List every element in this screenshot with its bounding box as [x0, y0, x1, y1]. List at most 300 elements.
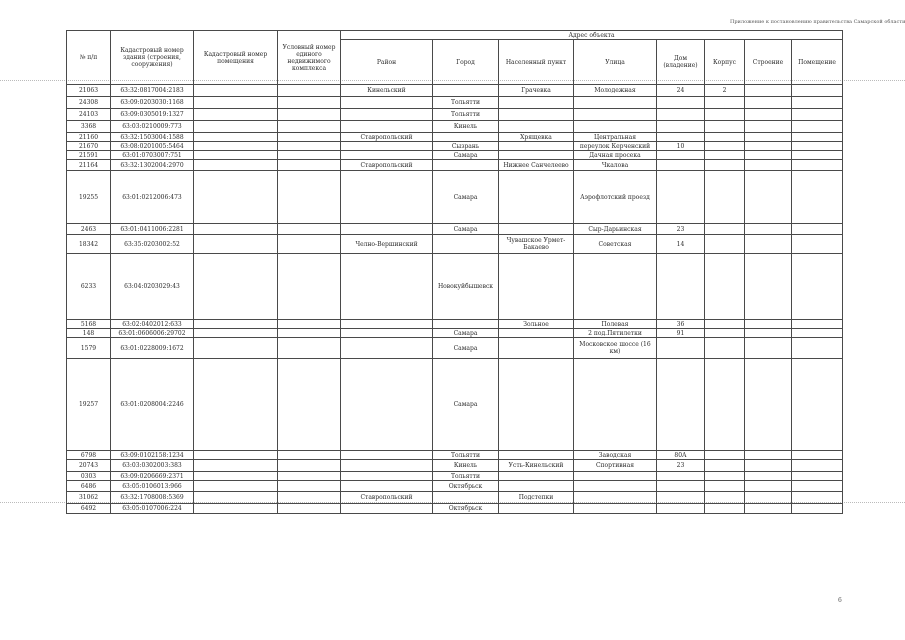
cell-cad: 63:09:0206669:2371 — [111, 472, 194, 481]
cell-empty — [792, 338, 843, 359]
cell-num: 18342 — [67, 235, 111, 254]
cell-korpus — [705, 97, 745, 109]
cell-num: 148 — [67, 329, 111, 338]
cell-ulitsa — [574, 97, 657, 109]
cell-cad: 63:01:0411006:2281 — [111, 224, 194, 235]
cell-empty — [278, 160, 341, 171]
cell-korpus: 2 — [705, 85, 745, 97]
cell-ulitsa — [574, 472, 657, 481]
cell-ulitsa — [574, 121, 657, 133]
cell-cad: 63:08:0201005:5464 — [111, 142, 194, 151]
cell-rayon — [341, 121, 433, 133]
cell-empty — [792, 235, 843, 254]
cell-empty — [194, 171, 278, 224]
cell-empty — [792, 460, 843, 472]
cell-empty — [745, 160, 792, 171]
col-address-group: Адрес объекта — [341, 31, 843, 40]
cell-gorod: Тольятти — [433, 97, 499, 109]
cell-ulitsa: Молодежная — [574, 85, 657, 97]
cell-empty — [792, 151, 843, 160]
cell-korpus — [705, 329, 745, 338]
cell-num: 21063 — [67, 85, 111, 97]
cell-num: 31062 — [67, 492, 111, 504]
cell-empty — [194, 121, 278, 133]
cell-punkt — [499, 472, 574, 481]
cell-dom — [657, 109, 705, 121]
col-korpus: Корпус — [705, 40, 745, 85]
cell-empty — [745, 142, 792, 151]
cell-ulitsa: Советская — [574, 235, 657, 254]
table-row — [67, 142, 843, 151]
cell-empty — [194, 151, 278, 160]
cell-dom — [657, 504, 705, 514]
cell-cad: 63:04:0203029:43 — [111, 254, 194, 320]
cell-korpus — [705, 109, 745, 121]
cell-empty — [792, 451, 843, 460]
cell-num: 20743 — [67, 460, 111, 472]
cell-dom: 14 — [657, 235, 705, 254]
cell-gorod: Октябрьск — [433, 504, 499, 514]
table-row — [67, 338, 843, 359]
cell-empty — [194, 329, 278, 338]
cell-num: 19257 — [67, 359, 111, 451]
cell-empty — [745, 109, 792, 121]
cell-korpus — [705, 492, 745, 504]
cell-dom: 23 — [657, 460, 705, 472]
cell-empty — [194, 359, 278, 451]
cell-korpus — [705, 160, 745, 171]
cell-gorod — [433, 133, 499, 142]
cell-korpus — [705, 320, 745, 329]
cell-dom: 10 — [657, 142, 705, 151]
cell-num: 21591 — [67, 151, 111, 160]
cell-gorod: Сызрань — [433, 142, 499, 151]
cell-ulitsa: Московское шоссе (16 км) — [574, 338, 657, 359]
cell-empty — [745, 460, 792, 472]
cell-cad: 63:09:0203030:1168 — [111, 97, 194, 109]
cell-dom — [657, 133, 705, 142]
cell-cad: 63:01:0212006:473 — [111, 171, 194, 224]
cell-empty — [194, 492, 278, 504]
cell-dom — [657, 254, 705, 320]
cell-rayon — [341, 338, 433, 359]
cell-cad: 63:05:0107006:224 — [111, 504, 194, 514]
cell-cad: 63:03:0302003:383 — [111, 460, 194, 472]
cell-dom: 91 — [657, 329, 705, 338]
cell-gorod: Кинель — [433, 460, 499, 472]
cell-rayon — [341, 97, 433, 109]
cell-empty — [194, 224, 278, 235]
cell-empty — [745, 472, 792, 481]
cell-empty — [745, 451, 792, 460]
cell-cad: 63:03:0210009:773 — [111, 121, 194, 133]
cell-empty — [194, 472, 278, 481]
cell-ulitsa: Дачная просека — [574, 151, 657, 160]
cell-empty — [194, 160, 278, 171]
cell-punkt — [499, 359, 574, 451]
cell-empty — [792, 133, 843, 142]
cell-ulitsa — [574, 504, 657, 514]
cell-empty — [745, 329, 792, 338]
cell-gorod — [433, 160, 499, 171]
cell-ulitsa: Центральная — [574, 133, 657, 142]
cell-empty — [745, 133, 792, 142]
cell-dom: 24 — [657, 85, 705, 97]
cell-korpus — [705, 121, 745, 133]
cell-rayon — [341, 451, 433, 460]
table-row — [67, 481, 843, 492]
cell-korpus — [705, 142, 745, 151]
cell-empty — [792, 142, 843, 151]
cell-num: 1579 — [67, 338, 111, 359]
cell-punkt — [499, 481, 574, 492]
cell-empty — [745, 338, 792, 359]
cell-empty — [278, 492, 341, 504]
cell-dom — [657, 171, 705, 224]
cell-empty — [278, 359, 341, 451]
cell-gorod: Октябрьск — [433, 481, 499, 492]
cell-gorod: Тольятти — [433, 109, 499, 121]
cell-empty — [278, 320, 341, 329]
table-row — [67, 235, 843, 254]
cell-empty — [792, 254, 843, 320]
cell-korpus — [705, 171, 745, 224]
cell-empty — [792, 492, 843, 504]
cell-empty — [194, 142, 278, 151]
cell-punkt — [499, 451, 574, 460]
table-row — [67, 133, 843, 142]
cell-empty — [278, 151, 341, 160]
cell-cad: 63:32:1302004:2970 — [111, 160, 194, 171]
registry-table — [66, 30, 843, 514]
cell-empty — [278, 254, 341, 320]
cell-korpus — [705, 472, 745, 481]
cell-empty — [745, 504, 792, 514]
cell-empty — [278, 121, 341, 133]
cell-rayon: Ставропольский — [341, 492, 433, 504]
cell-gorod: Самара — [433, 224, 499, 235]
cell-cad: 63:35:0203002:52 — [111, 235, 194, 254]
cell-num: 2463 — [67, 224, 111, 235]
table-row — [67, 254, 843, 320]
cell-rayon: Ставропольский — [341, 133, 433, 142]
cell-empty — [278, 85, 341, 97]
cell-num: 6798 — [67, 451, 111, 460]
cell-dom — [657, 160, 705, 171]
cell-ulitsa — [574, 254, 657, 320]
cell-empty — [194, 97, 278, 109]
cell-empty — [194, 235, 278, 254]
cell-num: 6486 — [67, 481, 111, 492]
cell-korpus — [705, 504, 745, 514]
cell-dom: 80А — [657, 451, 705, 460]
cell-ulitsa — [574, 359, 657, 451]
cell-dom — [657, 481, 705, 492]
cell-empty — [278, 97, 341, 109]
cell-num: 3368 — [67, 121, 111, 133]
cell-korpus — [705, 224, 745, 235]
cell-rayon — [341, 224, 433, 235]
cell-punkt: Зольное — [499, 320, 574, 329]
cell-empty — [194, 254, 278, 320]
cell-korpus — [705, 359, 745, 451]
cell-empty — [278, 224, 341, 235]
col-dom: Дом (владение) — [657, 40, 705, 85]
cell-rayon — [341, 254, 433, 320]
cell-empty — [792, 472, 843, 481]
cell-num: 21160 — [67, 133, 111, 142]
table-row — [67, 151, 843, 160]
cell-punkt — [499, 329, 574, 338]
cell-rayon: Кинельский — [341, 85, 433, 97]
cell-korpus — [705, 133, 745, 142]
cell-empty — [792, 109, 843, 121]
cell-empty — [278, 235, 341, 254]
cell-dom — [657, 97, 705, 109]
cell-punkt: Чувашское Урмет-Бакаево — [499, 235, 574, 254]
cell-empty — [745, 320, 792, 329]
table-row — [67, 121, 843, 133]
cell-num: 19255 — [67, 171, 111, 224]
cell-num: 21670 — [67, 142, 111, 151]
cell-ulitsa — [574, 109, 657, 121]
cell-rayon — [341, 460, 433, 472]
cell-empty — [278, 472, 341, 481]
table-row — [67, 329, 843, 338]
cell-ulitsa: Аэрофлотский проезд — [574, 171, 657, 224]
cell-gorod: Самара — [433, 329, 499, 338]
cell-empty — [278, 329, 341, 338]
cell-ulitsa: Полевая — [574, 320, 657, 329]
cell-korpus — [705, 338, 745, 359]
cell-rayon — [341, 359, 433, 451]
cell-empty — [792, 329, 843, 338]
cell-empty — [745, 224, 792, 235]
cell-num: 6233 — [67, 254, 111, 320]
cell-empty — [745, 359, 792, 451]
col-stroenie: Строение — [745, 40, 792, 85]
table-row — [67, 171, 843, 224]
cell-ulitsa — [574, 481, 657, 492]
cell-empty — [745, 492, 792, 504]
cell-cad: 63:01:0228009:1672 — [111, 338, 194, 359]
cell-gorod — [433, 235, 499, 254]
cell-ulitsa: Заводская — [574, 451, 657, 460]
cell-empty — [278, 142, 341, 151]
cell-punkt — [499, 142, 574, 151]
cell-empty — [745, 85, 792, 97]
cell-num: 6492 — [67, 504, 111, 514]
cell-dom — [657, 492, 705, 504]
cell-rayon — [341, 109, 433, 121]
col-num: № п/п — [67, 31, 111, 85]
cell-empty — [278, 481, 341, 492]
cell-punkt — [499, 121, 574, 133]
table-row — [67, 504, 843, 514]
cell-num: 21164 — [67, 160, 111, 171]
cell-dom: 23 — [657, 224, 705, 235]
cell-punkt — [499, 338, 574, 359]
cell-empty — [792, 85, 843, 97]
cell-cad: 63:05:0106013:966 — [111, 481, 194, 492]
cell-gorod: Тольятти — [433, 472, 499, 481]
cell-num: 0303 — [67, 472, 111, 481]
cell-empty — [194, 504, 278, 514]
col-gorod: Город — [433, 40, 499, 85]
cell-dom — [657, 121, 705, 133]
cell-korpus — [705, 460, 745, 472]
cell-empty — [194, 133, 278, 142]
cell-empty — [194, 320, 278, 329]
cell-cad: 63:32:0817004:2183 — [111, 85, 194, 97]
cell-punkt — [499, 109, 574, 121]
cell-gorod: Самара — [433, 171, 499, 224]
cell-punkt — [499, 224, 574, 235]
cell-rayon — [341, 171, 433, 224]
cell-empty — [194, 460, 278, 472]
page-number: 6 — [838, 597, 842, 604]
cell-empty — [792, 160, 843, 171]
cell-korpus — [705, 451, 745, 460]
cell-empty — [792, 171, 843, 224]
cell-ulitsa: 2 под.Пятилетки — [574, 329, 657, 338]
col-cond-number: Условный номер единого недвижимого комплекса — [278, 31, 341, 85]
cell-empty — [792, 504, 843, 514]
cell-ulitsa: Сыр-Дарьинская — [574, 224, 657, 235]
cell-empty — [792, 481, 843, 492]
col-cad-room: Кадастровый номер помещения — [194, 31, 278, 85]
table-row — [67, 492, 843, 504]
cell-korpus — [705, 481, 745, 492]
cell-cad: 63:02:0402012:633 — [111, 320, 194, 329]
cell-rayon — [341, 481, 433, 492]
cell-punkt — [499, 504, 574, 514]
table-row — [67, 451, 843, 460]
cell-empty — [792, 97, 843, 109]
cell-gorod — [433, 85, 499, 97]
cell-empty — [745, 151, 792, 160]
cell-punkt — [499, 151, 574, 160]
cell-gorod — [433, 320, 499, 329]
cell-gorod: Самара — [433, 151, 499, 160]
cell-rayon — [341, 142, 433, 151]
cell-empty — [278, 109, 341, 121]
cell-empty — [194, 109, 278, 121]
cell-empty — [194, 338, 278, 359]
cell-dom: 36 — [657, 320, 705, 329]
cell-punkt: Хрящевка — [499, 133, 574, 142]
cell-cad: 63:01:0606006:29702 — [111, 329, 194, 338]
cell-cad: 63:32:1503004:1588 — [111, 133, 194, 142]
cell-empty — [745, 121, 792, 133]
cell-gorod: Новокуйбышевск — [433, 254, 499, 320]
cell-cad: 63:09:0102158:1234 — [111, 451, 194, 460]
col-pomeshchenie: Помещение — [792, 40, 843, 85]
col-cad-building: Кадастровый номер здания (строения, сооружения) — [111, 31, 194, 85]
cell-empty — [792, 121, 843, 133]
cell-empty — [278, 460, 341, 472]
table-row — [67, 85, 843, 97]
cell-empty — [278, 171, 341, 224]
cell-gorod: Самара — [433, 359, 499, 451]
table-row — [67, 359, 843, 451]
cell-punkt: Нижнее Санчелеево — [499, 160, 574, 171]
col-punkt: Населенный пункт — [499, 40, 574, 85]
cell-rayon: Ставропольский — [341, 160, 433, 171]
cell-rayon — [341, 320, 433, 329]
cell-empty — [194, 85, 278, 97]
cell-rayon — [341, 329, 433, 338]
cell-num: 24308 — [67, 97, 111, 109]
table-row — [67, 224, 843, 235]
cell-empty — [194, 451, 278, 460]
cell-ulitsa: Спортивная — [574, 460, 657, 472]
col-ulitsa: Улица — [574, 40, 657, 85]
cell-empty — [278, 338, 341, 359]
header-note: Приложение к постановлению правительства Самарской области — [730, 19, 905, 25]
cell-empty — [278, 451, 341, 460]
cell-rayon: Челно-Вершинский — [341, 235, 433, 254]
cell-gorod: Самара — [433, 338, 499, 359]
cell-empty — [792, 320, 843, 329]
cell-rayon — [341, 504, 433, 514]
cell-rayon — [341, 472, 433, 481]
cell-empty — [745, 171, 792, 224]
col-rayon: Район — [341, 40, 433, 85]
cell-empty — [745, 97, 792, 109]
table-row — [67, 97, 843, 109]
cell-cad: 63:01:0208004:2246 — [111, 359, 194, 451]
cell-punkt: Подстепки — [499, 492, 574, 504]
cell-empty — [792, 359, 843, 451]
cell-dom — [657, 472, 705, 481]
cell-punkt — [499, 254, 574, 320]
cell-korpus — [705, 235, 745, 254]
cell-ulitsa: переулок Керченский — [574, 142, 657, 151]
cell-ulitsa: Чкалова — [574, 160, 657, 171]
table-row — [67, 460, 843, 472]
table-row — [67, 160, 843, 171]
cell-dom — [657, 151, 705, 160]
cell-punkt: Усть-Кинельский — [499, 460, 574, 472]
cell-empty — [745, 481, 792, 492]
cell-empty — [278, 504, 341, 514]
table-row — [67, 472, 843, 481]
cell-punkt — [499, 97, 574, 109]
cell-cad: 63:32:1708008:5369 — [111, 492, 194, 504]
cell-korpus — [705, 254, 745, 320]
cell-rayon — [341, 151, 433, 160]
cell-gorod: Тольятти — [433, 451, 499, 460]
cell-empty — [792, 224, 843, 235]
cell-empty — [278, 133, 341, 142]
cell-empty — [745, 254, 792, 320]
cell-dom — [657, 338, 705, 359]
cell-num: 24103 — [67, 109, 111, 121]
cell-empty — [194, 481, 278, 492]
cell-num: 5168 — [67, 320, 111, 329]
table-row — [67, 320, 843, 329]
cell-cad: 63:09:0305019:1327 — [111, 109, 194, 121]
cell-empty — [745, 235, 792, 254]
cell-ulitsa — [574, 492, 657, 504]
cell-gorod: Кинель — [433, 121, 499, 133]
cell-punkt: Грачевка — [499, 85, 574, 97]
cell-korpus — [705, 151, 745, 160]
cell-dom — [657, 359, 705, 451]
table-row — [67, 109, 843, 121]
cell-punkt — [499, 171, 574, 224]
